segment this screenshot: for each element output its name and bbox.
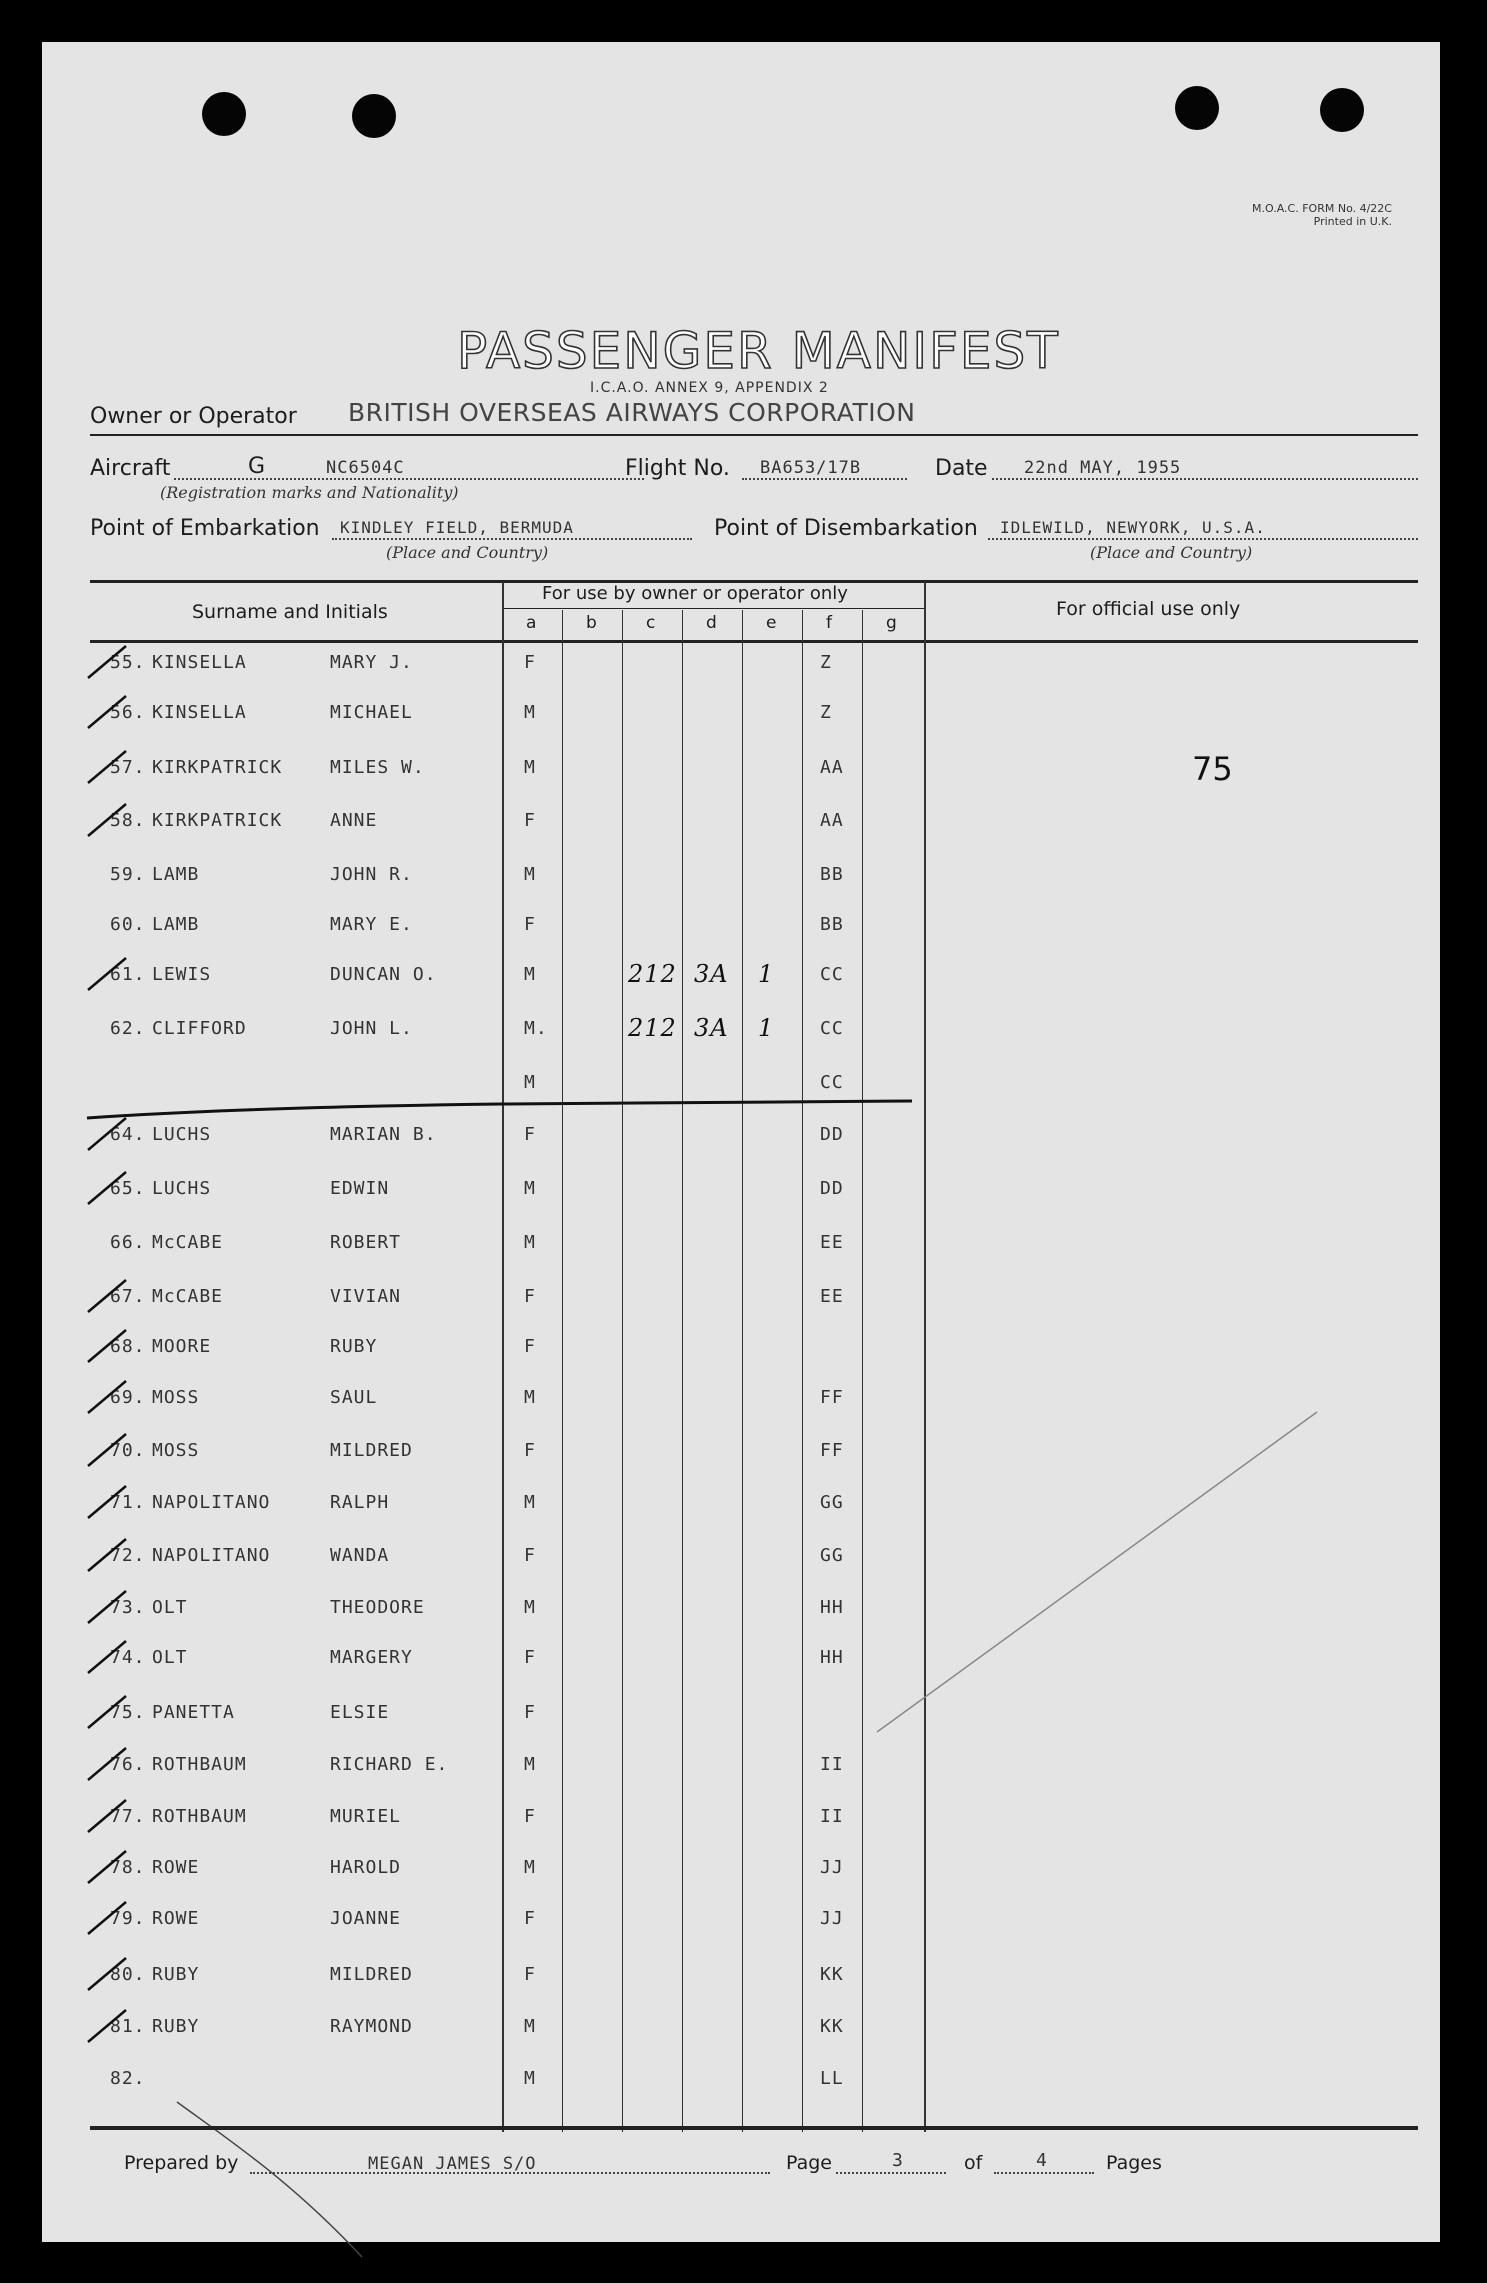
sex-cell: F [524, 1440, 536, 1461]
given-name-cell: MILDRED [330, 1964, 413, 1985]
sex-cell: F [524, 1806, 536, 1827]
surname-cell: CLIFFORD [152, 1018, 247, 1039]
row-number: 59. [110, 864, 146, 885]
table-row [42, 1857, 1440, 1893]
col-e-cell: 1 [758, 960, 775, 988]
table-row [42, 757, 1440, 793]
aircraft-label: Aircraft [90, 456, 171, 481]
surname-cell: ROTHBAUM [152, 1754, 247, 1775]
given-name-cell: MURIEL [330, 1806, 402, 1827]
row-number: 67. [110, 1286, 146, 1307]
table-row [42, 702, 1440, 738]
table-row [42, 1754, 1440, 1790]
group-code-cell: GG [820, 1492, 844, 1513]
col-e-cell: 1 [758, 1014, 775, 1042]
sex-cell: M [524, 1232, 536, 1253]
row-number: 64. [110, 1124, 146, 1145]
sub-column-header: c [646, 613, 656, 633]
aircraft-prefix: G [248, 454, 266, 479]
sex-cell: M [524, 757, 536, 778]
page-title: PASSENGER MANIFEST [457, 322, 1060, 380]
deletion-strike-line [82, 1092, 922, 1132]
check-tick-mark [82, 1796, 132, 1836]
group-code-cell: HH [820, 1647, 844, 1668]
surname-cell: KINSELLA [152, 652, 247, 673]
check-tick-mark [82, 747, 132, 787]
group-code-cell: JJ [820, 1857, 844, 1878]
row-number: 66. [110, 1232, 146, 1253]
check-tick-mark [82, 1276, 132, 1316]
sex-cell: M [524, 1754, 536, 1775]
aircraft-hint: (Registration marks and Nationality) [160, 483, 459, 502]
sex-cell: F [524, 1336, 536, 1357]
sub-column-header: f [826, 613, 832, 633]
row-number: 81. [110, 2016, 146, 2037]
pages-label: Pages [1106, 2152, 1162, 2174]
given-name-cell: SAUL [330, 1387, 378, 1408]
table-row [42, 1336, 1440, 1372]
sex-cell: M [524, 2068, 536, 2089]
surname-cell: MOORE [152, 1336, 212, 1357]
embark-value: KINDLEY FIELD, BERMUDA [340, 518, 574, 537]
manifest-sheet [42, 42, 1440, 2242]
row-number: 69. [110, 1387, 146, 1408]
group-code-cell: JJ [820, 1908, 844, 1929]
group-code-cell: KK [820, 2016, 844, 2037]
surname-cell: KIRKPATRICK [152, 757, 283, 778]
table-row [42, 810, 1440, 846]
row-number: 57. [110, 757, 146, 778]
surname-cell: PANETTA [152, 1702, 235, 1723]
surname-cell: LAMB [152, 864, 200, 885]
col-d-cell: 3A [694, 1014, 729, 1042]
check-tick-mark [82, 2006, 132, 2046]
check-tick-mark [82, 1430, 132, 1470]
row-number: 73. [110, 1597, 146, 1618]
sex-cell: M [524, 1597, 536, 1618]
row-number: 55. [110, 652, 146, 673]
sex-cell: M [524, 864, 536, 885]
row-number: 82. [110, 2068, 146, 2089]
check-tick-mark [82, 800, 132, 840]
given-name-cell: ROBERT [330, 1232, 402, 1253]
group-code-cell: BB [820, 914, 844, 935]
sex-cell: M [524, 1072, 536, 1093]
check-tick-mark [82, 1482, 132, 1522]
given-name-cell: VIVIAN [330, 1286, 402, 1307]
given-name-cell: DUNCAN O. [330, 964, 437, 985]
sex-cell: F [524, 1964, 536, 1985]
surname-cell: McCABE [152, 1286, 224, 1307]
group-code-cell: HH [820, 1597, 844, 1618]
row-number: 60. [110, 914, 146, 935]
sub-column-header: d [706, 613, 717, 633]
table-row [42, 960, 1440, 1000]
given-name-cell: ELSIE [330, 1702, 390, 1723]
sex-cell: M [524, 2016, 536, 2037]
col-surname-header: Surname and Initials [192, 601, 388, 623]
owner-label: Owner or Operator [90, 404, 297, 429]
sex-cell: F [524, 1647, 536, 1668]
disembark-label: Point of Disembarkation [714, 516, 978, 541]
group-code-cell: EE [820, 1286, 844, 1307]
sex-cell: F [524, 1124, 536, 1145]
check-tick-mark [82, 1326, 132, 1366]
table-row [42, 1908, 1440, 1944]
group-code-cell: KK [820, 1964, 844, 1985]
date-value: 22nd MAY, 1955 [1024, 458, 1182, 478]
check-tick-mark [82, 954, 132, 994]
disembark-value: IDLEWILD, NEWYORK, U.S.A. [1000, 518, 1266, 537]
page-subtitle: I.C.A.O. ANNEX 9, APPENDIX 2 [590, 380, 829, 396]
check-tick-mark [82, 1744, 132, 1784]
check-tick-mark [82, 692, 132, 732]
sex-cell: M [524, 964, 536, 985]
given-name-cell: WANDA [330, 1545, 390, 1566]
surname-cell: ROTHBAUM [152, 1806, 247, 1827]
given-name-cell: MILDRED [330, 1440, 413, 1461]
row-number: 62. [110, 1018, 146, 1039]
group-code-cell: CC [820, 964, 844, 985]
date-label: Date [935, 456, 988, 481]
given-name-cell: MARY J. [330, 652, 413, 673]
group-code-cell: FF [820, 1387, 844, 1408]
row-number: 75. [110, 1702, 146, 1723]
group-code-cell: GG [820, 1545, 844, 1566]
table-row [42, 1286, 1440, 1322]
given-name-cell: MILES W. [330, 757, 425, 778]
surname-cell: LUCHS [152, 1178, 212, 1199]
col-official-header: For official use only [1056, 598, 1241, 620]
surname-cell: RUBY [152, 2016, 200, 2037]
group-code-cell: LL [820, 2068, 844, 2089]
group-code-cell: Z [820, 652, 832, 673]
group-code-cell: II [820, 1754, 844, 1775]
sex-cell: F [524, 914, 536, 935]
table-row [42, 1806, 1440, 1842]
group-code-cell: DD [820, 1124, 844, 1145]
sex-cell: F [524, 1286, 536, 1307]
surname-cell: KIRKPATRICK [152, 810, 283, 831]
group-code-cell: FF [820, 1440, 844, 1461]
surname-cell: OLT [152, 1647, 188, 1668]
punch-hole [352, 94, 396, 138]
table-row [42, 652, 1440, 688]
row-number: 61. [110, 964, 146, 985]
given-name-cell: RUBY [330, 1336, 378, 1357]
group-code-cell: BB [820, 864, 844, 885]
surname-cell: McCABE [152, 1232, 224, 1253]
table-row [42, 914, 1440, 950]
sex-cell: M [524, 1178, 536, 1199]
row-number: 71. [110, 1492, 146, 1513]
check-tick-mark [82, 1168, 132, 1208]
row-number: 76. [110, 1754, 146, 1775]
group-code-cell: II [820, 1806, 844, 1827]
sex-cell: F [524, 1702, 536, 1723]
surname-cell: LEWIS [152, 964, 212, 985]
row-number: 56. [110, 702, 146, 723]
table-row [42, 1014, 1440, 1054]
row-number: 77. [110, 1806, 146, 1827]
given-name-cell: JOANNE [330, 1908, 402, 1929]
prepared-value: MEGAN JAMES S/O [368, 2154, 537, 2174]
sub-column-header: b [586, 613, 597, 633]
row-number: 74. [110, 1647, 146, 1668]
given-name-cell: MARGERY [330, 1647, 413, 1668]
flight-value: BA653/17B [760, 458, 862, 478]
surname-cell: LUCHS [152, 1124, 212, 1145]
check-tick-mark [82, 1954, 132, 1994]
sub-column-header: e [766, 613, 777, 633]
group-code-cell: EE [820, 1232, 844, 1253]
check-tick-mark [82, 1692, 132, 1732]
check-tick-mark [82, 1637, 132, 1677]
sex-cell: F [524, 810, 536, 831]
given-name-cell: MARY E. [330, 914, 413, 935]
flight-label: Flight No. [625, 456, 730, 481]
given-name-cell: RAYMOND [330, 2016, 413, 2037]
check-tick-mark [82, 642, 132, 682]
embark-hint: (Place and Country) [386, 543, 549, 562]
form-number-block [1142, 202, 1392, 228]
col-owner-use-header: For use by owner or operator only [542, 583, 848, 604]
surname-cell: MOSS [152, 1387, 200, 1408]
surname-cell: ROWE [152, 1857, 200, 1878]
sex-cell: F [524, 652, 536, 673]
col-d-cell: 3A [694, 960, 729, 988]
surname-cell: RUBY [152, 1964, 200, 1985]
table-row [42, 2016, 1440, 2052]
check-tick-mark [82, 1898, 132, 1938]
surname-cell: KINSELLA [152, 702, 247, 723]
given-name-cell: MARIAN B. [330, 1124, 437, 1145]
embark-label: Point of Embarkation [90, 516, 320, 541]
surname-cell: NAPOLITANO [152, 1492, 271, 1513]
check-tick-mark [82, 1847, 132, 1887]
sub-column-header: g [886, 613, 897, 633]
group-code-cell: DD [820, 1178, 844, 1199]
row-number: 58. [110, 810, 146, 831]
given-name-cell: JOHN R. [330, 864, 413, 885]
punch-hole [202, 92, 246, 136]
table-row [42, 1178, 1440, 1214]
prepared-label: Prepared by [124, 2152, 239, 2174]
surname-cell: ROWE [152, 1908, 200, 1929]
row-number: 70. [110, 1440, 146, 1461]
col-c-cell: 212 [628, 960, 677, 988]
sex-cell: F [524, 1545, 536, 1566]
surname-cell: NAPOLITANO [152, 1545, 271, 1566]
sex-cell: F [524, 1908, 536, 1929]
sex-cell: M [524, 1387, 536, 1408]
total-pages: 4 [1036, 2150, 1048, 2171]
group-code-cell: AA [820, 757, 844, 778]
check-tick-mark [82, 1535, 132, 1575]
form-number: M.O.A.C. FORM No. 4/22C [1252, 202, 1392, 215]
table-row [42, 1232, 1440, 1268]
sub-column-header: a [526, 613, 537, 633]
group-code-cell: CC [820, 1018, 844, 1039]
official-note: 75 [1192, 750, 1233, 788]
sex-cell: M [524, 1492, 536, 1513]
surname-cell: OLT [152, 1597, 188, 1618]
sex-cell: M [524, 702, 536, 723]
table-row [42, 864, 1440, 900]
page-label: Page [786, 2152, 832, 2174]
group-code-cell: AA [820, 810, 844, 831]
group-code-cell: CC [820, 1072, 844, 1093]
given-name-cell: MICHAEL [330, 702, 413, 723]
row-number: 78. [110, 1857, 146, 1878]
group-code-cell: Z [820, 702, 832, 723]
sex-cell: M. [524, 1018, 548, 1039]
page-number: 3 [892, 2150, 904, 2171]
disembark-hint: (Place and Country) [1090, 543, 1253, 562]
punch-hole [1175, 86, 1219, 130]
owner-value: BRITISH OVERSEAS AIRWAYS CORPORATION [348, 398, 916, 427]
check-tick-mark [82, 1587, 132, 1627]
surname-cell: MOSS [152, 1440, 200, 1461]
check-tick-mark [82, 1377, 132, 1417]
row-number: 65. [110, 1178, 146, 1199]
table-row [42, 1964, 1440, 2000]
given-name-cell: THEODORE [330, 1597, 425, 1618]
given-name-cell: HAROLD [330, 1857, 402, 1878]
row-number: 72. [110, 1545, 146, 1566]
given-name-cell: JOHN L. [330, 1018, 413, 1039]
aircraft-value: NC6504C [326, 458, 405, 478]
of-label: of [964, 2152, 983, 2174]
row-number: 68. [110, 1336, 146, 1357]
given-name-cell: RICHARD E. [330, 1754, 449, 1775]
row-number: 79. [110, 1908, 146, 1929]
printed-in: Printed in U.K. [1313, 215, 1392, 228]
col-c-cell: 212 [628, 1014, 677, 1042]
pen-mark [872, 1402, 1322, 1742]
row-number: 80. [110, 1964, 146, 1985]
sex-cell: M [524, 1857, 536, 1878]
given-name-cell: EDWIN [330, 1178, 390, 1199]
given-name-cell: RALPH [330, 1492, 390, 1513]
given-name-cell: ANNE [330, 810, 378, 831]
punch-hole [1320, 88, 1364, 132]
surname-cell: LAMB [152, 914, 200, 935]
